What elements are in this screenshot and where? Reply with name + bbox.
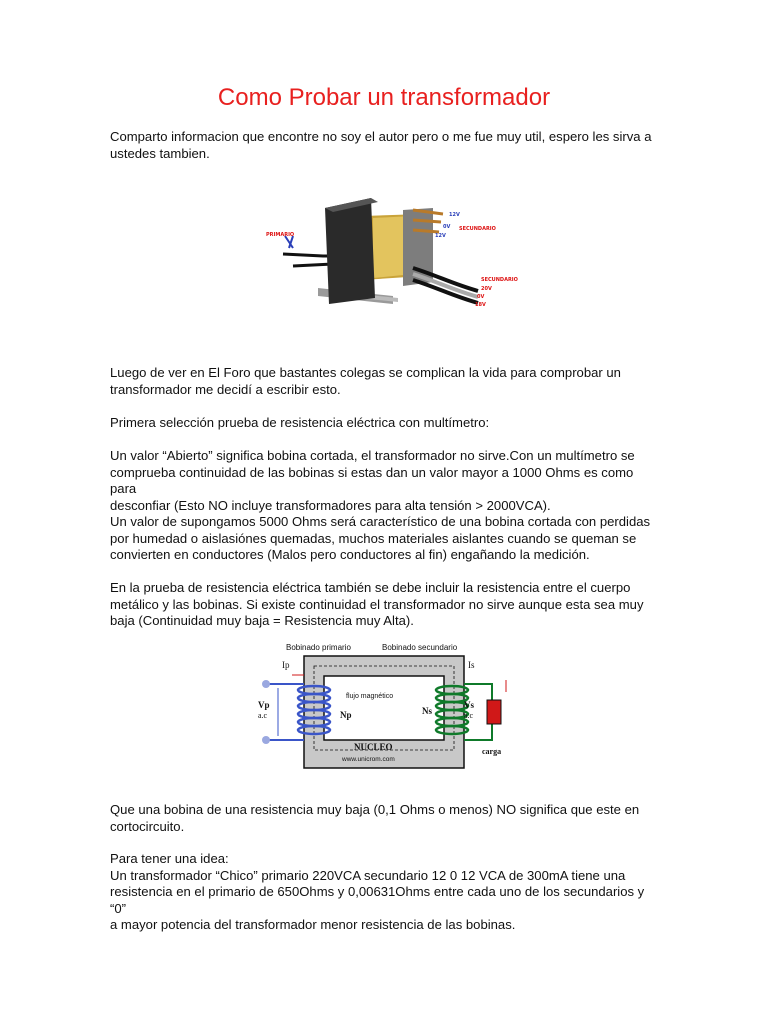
label-0v-bottom: 0V <box>477 294 485 300</box>
paragraph-2 <box>110 415 655 432</box>
label-flujo: flujo magnético <box>346 693 394 700</box>
label-secundario-bottom: SECUNDARIO <box>481 277 518 283</box>
label-np: Np <box>340 710 352 720</box>
paragraph-line: Primera selección prueba de resistencia eléctrica con multímetro: <box>110 415 490 430</box>
paragraph-line: En la prueba de resistencia eléctrica también se debe incluir la resistencia entre el cuerpo <box>110 580 631 595</box>
paragraph-line: metálico y las bobinas. Si existe continuidad el transformador no sirve aunque esta sea muy <box>110 596 644 612</box>
label-18v: 18V <box>475 302 486 308</box>
intro-paragraph: Comparto informacion que encontre no soy el autor pero o me fue muy util, espero les sirva a ustedes tambien. <box>110 129 652 161</box>
label-carga: carga <box>482 747 502 756</box>
label-is: Is <box>468 660 475 670</box>
label-bobinado-secundario: Bobinado secundario <box>382 643 458 652</box>
paragraph-line: Luego de ver en El Foro que bastantes colegas se complican la vida para comprobar un <box>110 365 621 380</box>
label-ip: Ip <box>282 660 290 670</box>
label-vp: Vp <box>258 700 270 710</box>
paragraph-line: desconfiar (Esto NO incluye transformadores para alta tensión > 2000VCA). <box>110 497 551 513</box>
transformer-photo <box>263 196 523 318</box>
label-vs: Vs <box>464 700 475 710</box>
paragraph-line: transformador me decidí a escribir esto. <box>110 381 341 397</box>
label-ns: Ns <box>422 706 433 716</box>
paragraph-line: Que una bobina de una resistencia muy baja (0,1 Ohms o menos) NO significa que este en <box>110 802 640 817</box>
label-vp-ac: a.c <box>258 711 268 720</box>
paragraph-line: por humedad o aislasiónes quemadas, muchos materiales aislantes cuando se queman se <box>110 530 637 546</box>
paragraph-line: baja (Continuidad muy baja = Resistencia muy Alta). <box>110 613 414 628</box>
label-url: www.unicrom.com <box>342 756 395 763</box>
paragraph-1 <box>110 365 655 398</box>
paragraph-5 <box>110 580 655 630</box>
paragraph-line: Un transformador “Chico” primario 220VCA secundario 12 0 12 VCA de 300mA tiene una <box>110 867 626 883</box>
label-secundario-top: SECUNDARIO <box>459 226 496 232</box>
paragraph-3 <box>110 448 655 514</box>
label-0v-top: 0V <box>443 224 451 230</box>
paragraph-6 <box>110 802 655 835</box>
paragraph-line: convierten en conductores (Malos pero conductores al fin) engañando la medición. <box>110 547 590 562</box>
paragraph-line: Un valor de supongamos 5000 Ohms será característico de una bobina cortada con perdidas <box>110 514 651 529</box>
label-20v: 20V <box>481 286 492 292</box>
label-12v-top: 12V <box>449 212 460 218</box>
paragraph-line: comprueba continuidad de las bobinas si estas dan un valor mayor a 1000 Ohms es como para <box>110 464 634 496</box>
paragraph-line: Para tener una idea: <box>110 851 229 866</box>
transformer-diagram <box>256 640 516 772</box>
paragraph-line: cortocircuito. <box>110 818 185 834</box>
page-title: Como Probar un transformador <box>217 84 551 111</box>
paragraph-line: a mayor potencia del transformador menor resistencia de las bobinas. <box>110 917 516 932</box>
label-nucleo: NUCLEO <box>354 742 393 752</box>
paragraph-line: Un valor “Abierto” significa bobina cortada, el transformador no sirve.Con un multímetro se <box>110 448 635 463</box>
label-bobinado-primario: Bobinado primario <box>286 643 351 652</box>
label-12v-mid: 12V <box>435 233 446 239</box>
paragraph-line: resistencia en el primario de 650Ohms y 0,00631Ohms entre cada uno de los secundarios y “0” <box>110 884 645 916</box>
paragraph-4 <box>110 514 655 564</box>
label-primario: PRIMARIO <box>266 232 295 238</box>
label-vs-ac: a.c <box>464 711 474 720</box>
paragraph-7 <box>110 851 655 934</box>
